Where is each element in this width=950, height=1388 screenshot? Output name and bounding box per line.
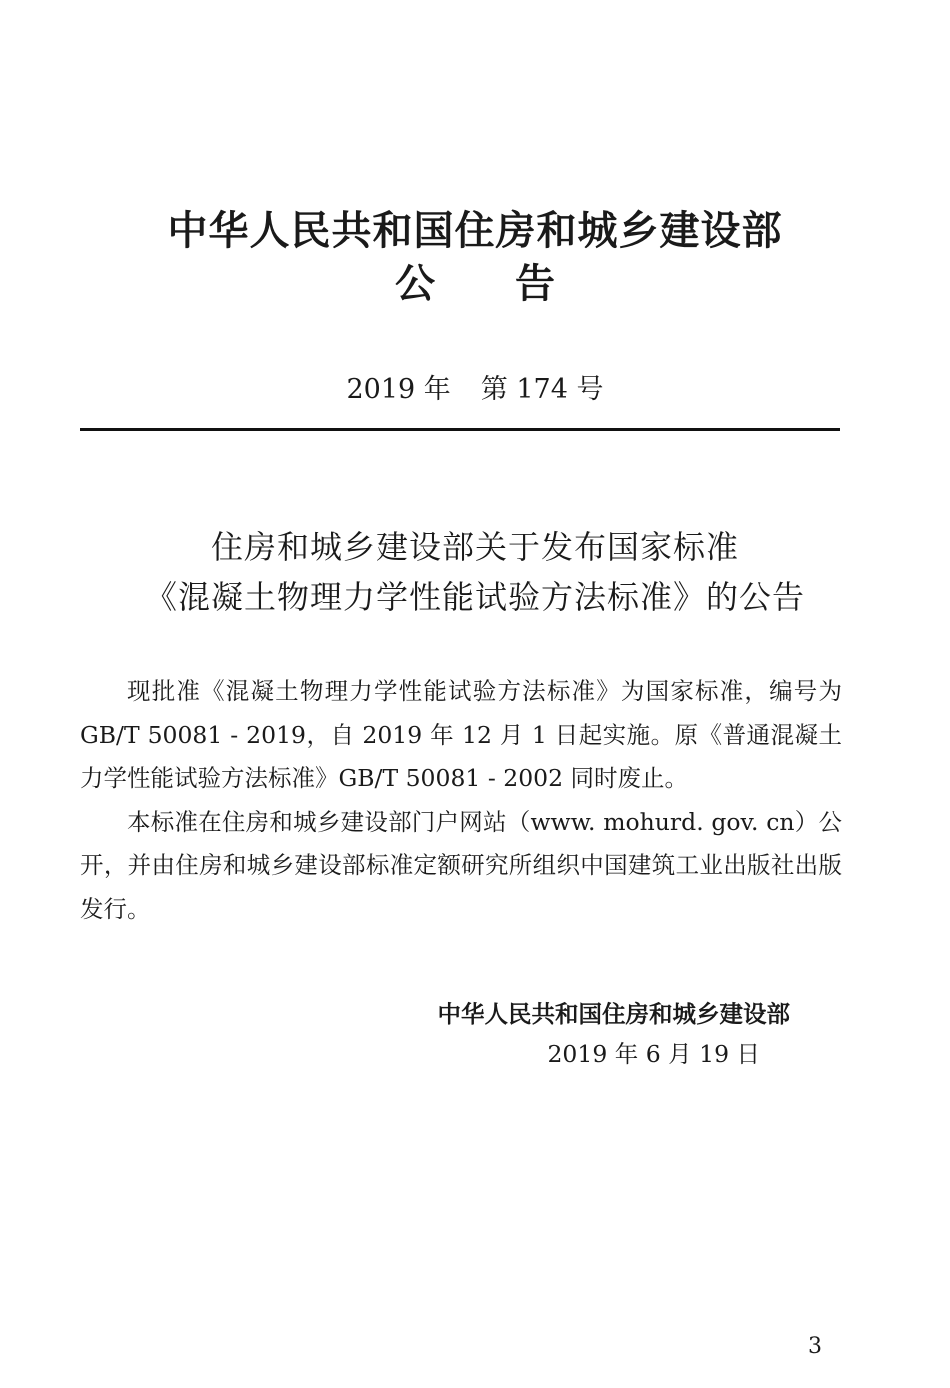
announcement-headline <box>0 522 950 622</box>
notice-title: 公告 <box>395 261 635 307</box>
announcement-body <box>80 670 842 931</box>
body-paragraph-2: 本标准在住房和城乡建设部门户网站（www. mohurd. gov. cn）公开，并由住房和城乡建设部标准定额研究所组织中国建筑工业出版社出版发行。 <box>80 807 842 923</box>
headline-line-1: 住房和城乡建设部关于发布国家标准 <box>210 528 739 566</box>
issue-date: 2019 年 6 月 19 日 <box>547 1040 760 1068</box>
ministry-name: 中华人民共和国住房和城乡建设部 <box>167 208 783 254</box>
issue-number: 第 174 号 <box>480 374 604 405</box>
body-paragraph-1: 现批准《混凝土物理力学性能试验方法标准》为国家标准，编号为 GB/T 50081 - 2019，自 2019 年 12 月 1 日起实施。原《普通混凝土力学性能试验方法标准》GB/T 50081 - 2002 同时废止。 <box>80 677 842 792</box>
header-divider <box>80 428 840 431</box>
issue-number-line <box>0 370 950 410</box>
headline-line-2: 《混凝土物理力学性能试验方法标准》的公告 <box>144 578 805 616</box>
page-number: 3 <box>808 1334 822 1359</box>
issuing-authority: 中华人民共和国住房和城乡建设部 <box>437 1000 790 1028</box>
issue-year: 2019 年 <box>346 374 451 405</box>
